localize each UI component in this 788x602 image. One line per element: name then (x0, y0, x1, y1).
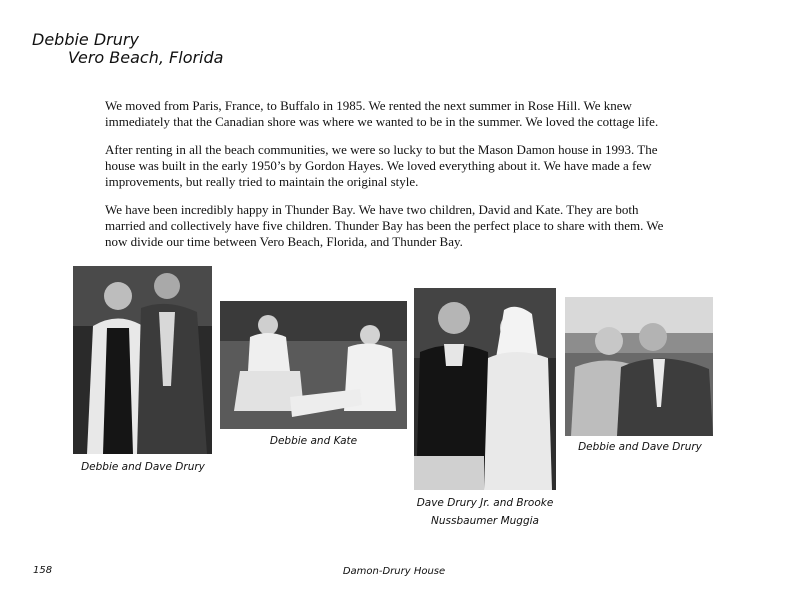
photo-caption: Debbie and Dave Drury (81, 461, 205, 473)
body-text (105, 98, 675, 262)
photo-caption-line1: Dave Drury Jr. and Brooke (416, 497, 554, 509)
photo-debbie-and-kate (220, 301, 407, 429)
footer-title: Damon-Drury House (342, 566, 446, 577)
photo-caption-line2: Nussbaumer Muggia (431, 515, 539, 527)
photo-caption: Debbie and Kate (269, 435, 358, 447)
paragraph: We have been incredibly happy in Thunder Bay. We have two children, David and Kate. They are both married and collectively have five children. Thunder Bay has been the perfect place to share with them. We now divide our time between Vero Beach, Florida, and Thunder Bay. (105, 202, 664, 249)
photo-debbie-and-dave-1 (73, 266, 212, 454)
author-location: Vero Beach, Florida (68, 48, 224, 67)
photo-debbie-and-dave-2 (565, 297, 713, 436)
author-name: Debbie Drury (32, 30, 139, 49)
paragraph: We moved from Paris, France, to Buffalo in 1985. We rented the next summer in Rose Hill. We knew immediately that the Canadian shore was where we wanted to be in the summer. We loved the cottage life. (105, 98, 659, 129)
photo-caption: Debbie and Dave Drury (578, 441, 702, 453)
photo-dave-jr-and-brooke (414, 288, 556, 490)
paragraph: After renting in all the beach communities, we were so lucky to but the Mason Damon house in 1993. The house was built in the early 1950’s by Gordon Hayes. We loved everything about it. We have made a few improvements, but really tried to maintain the original style. (105, 142, 658, 189)
page-number: 158 (33, 565, 53, 576)
